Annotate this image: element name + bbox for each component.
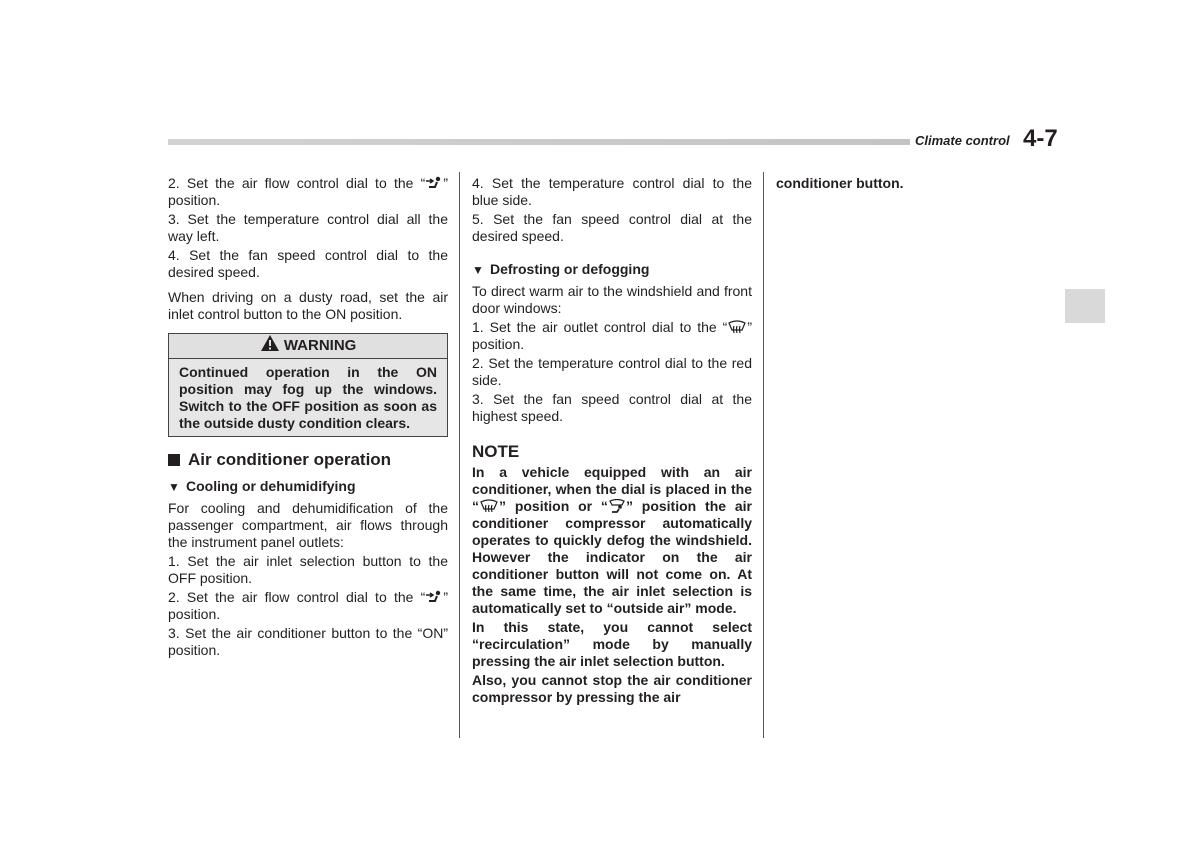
air-flow-face-icon <box>425 590 443 604</box>
sub-heading: ▼ Defrosting or defogging <box>472 261 650 277</box>
column-1 <box>168 175 448 661</box>
note-title: NOTE <box>472 442 520 461</box>
note-paragraph: In a vehicle equipped with an air conditioner, when the dial is placed in the “ ” position or “ ” position the air conditioner compressor automatically operates to quickly defog the windshield. However the indicator on the air conditioner button will not come on. At the same time, the air inlet selection is automatically set to “outside air” mode. <box>472 464 752 616</box>
step-paragraph: 1. Set the air outlet control dial to the “ ” position. <box>472 319 752 352</box>
triangle-bullet-icon: ▼ <box>472 263 484 277</box>
warning-triangle-icon <box>260 334 280 352</box>
step-paragraph: 1. Set the air inlet selection button to the OFF position. <box>168 553 448 586</box>
body-paragraph: When driving on a dusty road, set the air inlet control button to the ON position. <box>168 289 448 322</box>
step-paragraph: 5. Set the fan speed control dial at the desired speed. <box>472 211 752 244</box>
column-3 <box>776 175 1056 194</box>
defrost-icon <box>727 320 747 334</box>
chapter-tab <box>1065 289 1105 323</box>
body-paragraph: To direct warm air to the windshield and front door windows: <box>472 283 752 316</box>
note-paragraph: In this state, you cannot select “recirculation” mode by manually pressing the air inlet selection button. <box>472 619 752 669</box>
header-bar <box>168 139 910 145</box>
section-heading: Air conditioner operation <box>168 451 448 468</box>
note-paragraph: Also, you cannot stop the air conditioner compressor by pressing the air <box>472 672 752 705</box>
step-paragraph: 2. Set the air flow control dial to the “ ” position. <box>168 175 448 208</box>
air-flow-face-icon <box>425 176 443 190</box>
column-divider <box>459 172 460 738</box>
column-2 <box>472 175 752 708</box>
step-paragraph: 3. Set the temperature control dial all the way left. <box>168 211 448 244</box>
step-paragraph: 3. Set the fan speed control dial at the highest speed. <box>472 391 752 424</box>
note-continuation: conditioner button. <box>776 175 904 191</box>
sub-heading: ▼ Cooling or dehumidifying <box>168 478 356 494</box>
step-paragraph: 4. Set the temperature control dial to the blue side. <box>472 175 752 208</box>
warning-title: WARNING <box>283 337 357 354</box>
page-number: 4-7 <box>1023 125 1058 152</box>
defrost-foot-icon <box>608 499 626 513</box>
body-paragraph: For cooling and dehumidification of the passenger compartment, air flows through the instrument panel outlets: <box>168 500 448 550</box>
column-divider <box>763 172 764 738</box>
step-paragraph: 2. Set the temperature control dial to the red side. <box>472 355 752 388</box>
warning-box <box>168 333 448 437</box>
square-bullet-icon <box>168 454 180 466</box>
section-title: Climate control <box>915 133 1010 148</box>
defrost-icon <box>479 499 499 513</box>
step-paragraph: 2. Set the air flow control dial to the “ ” position. <box>168 589 448 622</box>
warning-header <box>169 334 447 359</box>
warning-text: Continued operation in the ON position may fog up the windows. Switch to the OFF position as soon as the outside dusty condition clears. <box>169 359 447 436</box>
step-paragraph: 3. Set the air conditioner button to the “ON” position. <box>168 625 448 658</box>
triangle-bullet-icon: ▼ <box>168 480 180 494</box>
step-paragraph: 4. Set the fan speed control dial to the desired speed. <box>168 247 448 280</box>
